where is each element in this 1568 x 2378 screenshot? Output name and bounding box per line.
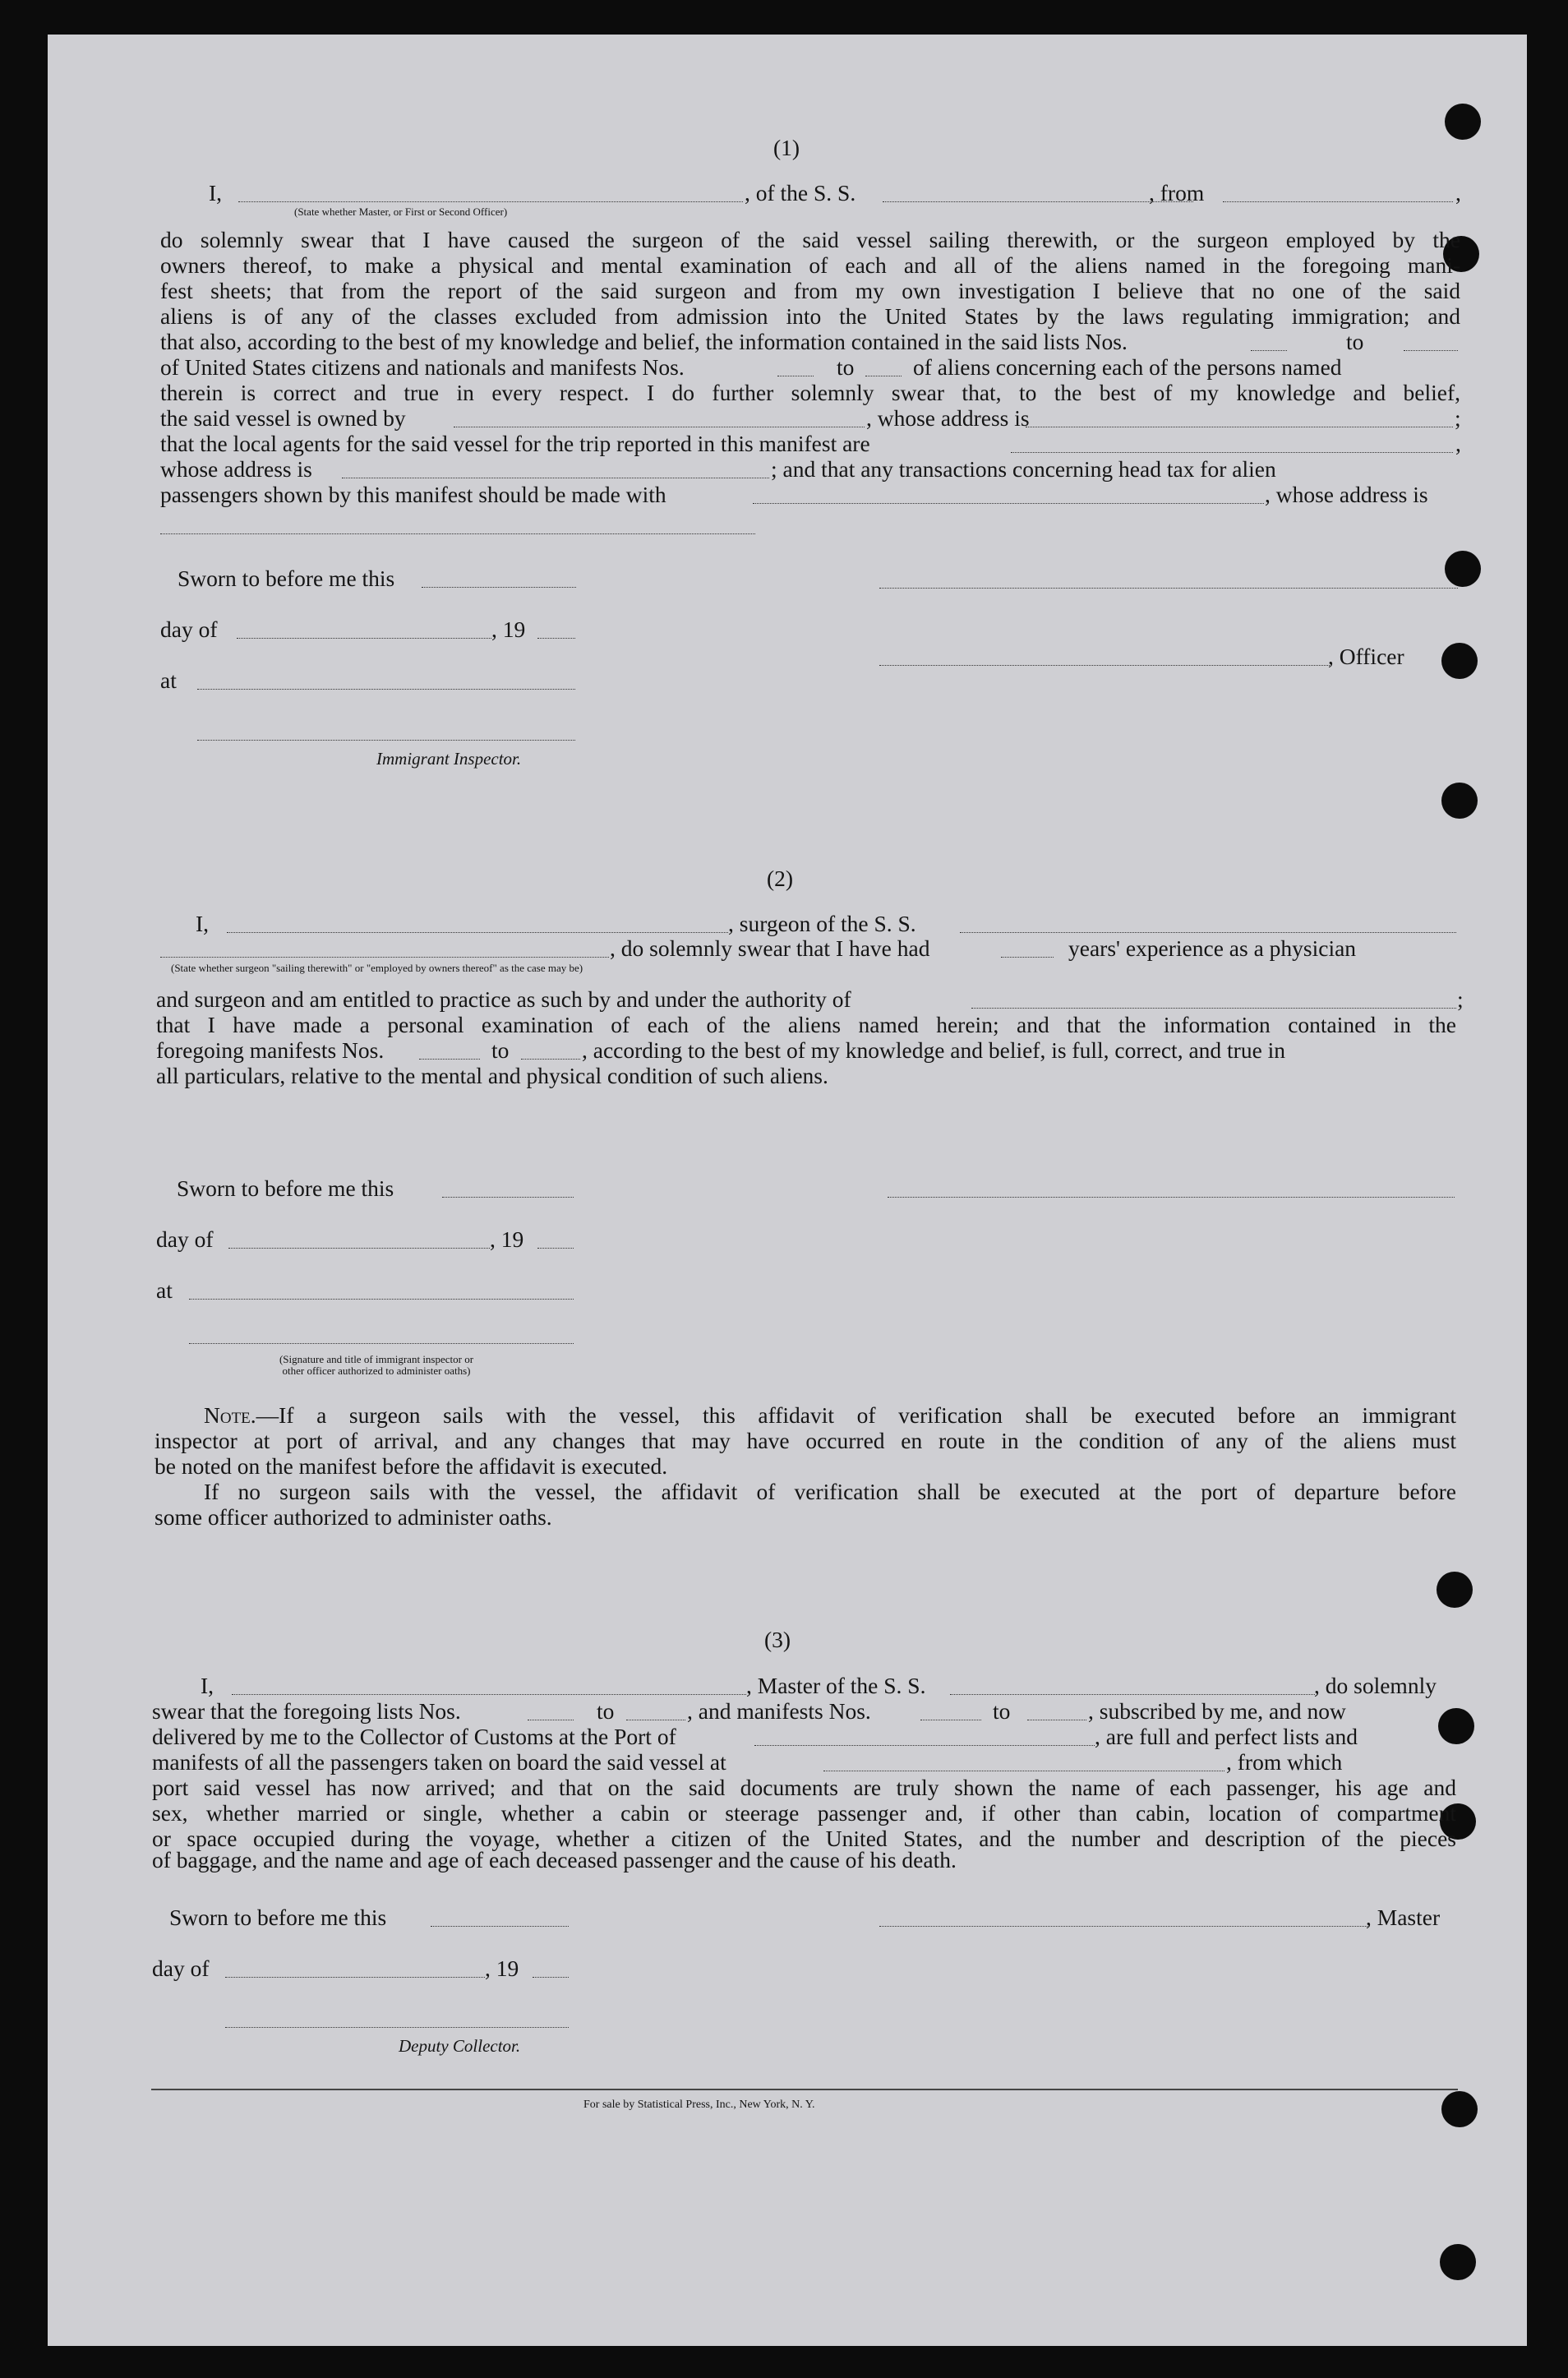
blank-from-port[interactable]: [1223, 201, 1453, 202]
punch-hole: [1437, 1572, 1473, 1608]
text-master-of: , Master of the S. S.: [746, 1673, 926, 1698]
text-subscribed: , subscribed by me, and now: [1088, 1698, 1346, 1724]
body-line: or space occupied during the voyage, whether a citizen of the United States, and the number and description of the pieces: [152, 1826, 1456, 1851]
sworn-label: Sworn to before me this: [169, 1905, 387, 1930]
blank-surgeon-name[interactable]: [227, 932, 728, 933]
caption-officer-rank: (State whether Master, or First or Second Officer): [294, 205, 508, 218]
note-line: inspector at port of arrival, and any changes that may have occurred en route in the condition of any of the aliens must: [154, 1428, 1456, 1453]
footer-rule: [151, 2089, 1458, 2090]
master-signature-line[interactable]: [879, 1926, 1369, 1927]
blank-officer-name[interactable]: [238, 201, 743, 202]
body-line: owners thereof, to make a physical and mental examination of each and all of the aliens named in the foregoing mani-: [160, 252, 1460, 278]
blank-list-to[interactable]: [1404, 350, 1458, 351]
immigrant-inspector-label: Immigrant Inspector.: [376, 749, 522, 769]
year-label: , 19: [491, 616, 526, 642]
body-line: all particulars, relative to the mental and physical condition of such aliens.: [156, 1063, 828, 1088]
blank-manifest-to-2[interactable]: [521, 1059, 580, 1060]
sworn-label: Sworn to before me this: [177, 1175, 394, 1201]
body-line: port said vessel has now arrived; and that on the said documents are truly shown the name of each passenger, his age and: [152, 1775, 1456, 1800]
punch-hole: [1441, 643, 1478, 679]
surgeon-signature-line[interactable]: [888, 1197, 1455, 1198]
text-end-comma: ,: [1455, 180, 1461, 205]
body-line: of baggage, and the name and age of each deceased passenger and the cause of his death.: [152, 1847, 957, 1872]
note-line: some officer authorized to administer oaths.: [154, 1504, 552, 1530]
blank-list-from[interactable]: [1251, 350, 1287, 351]
text-semicolon: ;: [1455, 405, 1461, 431]
text-according: , according to the best of my knowledge and belief, is full, correct, and true in: [582, 1037, 1286, 1063]
punch-hole: [1445, 104, 1481, 140]
text-whose-address: , whose address is: [866, 405, 1030, 431]
text-to: to: [993, 1698, 1011, 1724]
blank-month[interactable]: [225, 1977, 485, 1978]
text-full-perfect: , are full and perfect lists and: [1095, 1724, 1358, 1749]
text-manifests-passengers: manifests of all the passengers taken on board the said vessel at: [152, 1749, 726, 1775]
body-line: whose address is: [160, 456, 312, 482]
text-i: I,: [201, 1673, 214, 1698]
text-to: to: [597, 1698, 615, 1724]
officer-label: , Officer: [1328, 644, 1404, 669]
year-label: , 19: [485, 1956, 519, 1981]
punch-hole: [1438, 1708, 1474, 1744]
blank-master-name[interactable]: [232, 1694, 746, 1695]
blank-vessel-name[interactable]: [883, 201, 1193, 202]
body-line: passengers shown by this manifest should be made with: [160, 482, 666, 507]
blank-surgeon-type[interactable]: [160, 957, 609, 958]
blank-at-place[interactable]: [197, 689, 575, 690]
blank-vessel-name-2[interactable]: [960, 932, 1456, 933]
at-label: at: [160, 667, 177, 693]
blank-head-tax-address[interactable]: [160, 533, 755, 534]
body-line: sex, whether married or single, whether a cabin or steerage passenger and, if other than cabin, location of compartment: [152, 1800, 1456, 1826]
note-line: be noted on the manifest before the affidavit is executed.: [154, 1453, 668, 1479]
text-delivered: delivered by me to the Collector of Customs at the Port of: [152, 1724, 676, 1749]
text-i: I,: [196, 911, 210, 936]
deputy-signature-line[interactable]: [225, 2027, 569, 2028]
blank-years[interactable]: [1001, 957, 1054, 958]
day-of-label: day of: [160, 616, 218, 642]
text-to: to: [1346, 329, 1364, 354]
deputy-collector-label: Deputy Collector.: [399, 2036, 521, 2056]
blank-month[interactable]: [228, 1248, 490, 1249]
blank-year[interactable]: [537, 638, 575, 639]
body-line: therein is correct and true in every respect. I do further solemnly swear that, to the best of my knowledge and belief,: [160, 380, 1460, 405]
note-line: If no surgeon sails with the vessel, the affidavit of verification shall be executed at the port of departure before: [204, 1479, 1456, 1504]
caption-surgeon-type: (State whether surgeon "sailing therewith" or "employed by owners thereof" as the case may be): [171, 962, 583, 974]
blank-local-agents[interactable]: [1011, 452, 1453, 453]
blank-vessel-name-3[interactable]: [950, 1694, 1315, 1695]
master-label: , Master: [1366, 1905, 1441, 1930]
form-page: [48, 35, 1527, 2346]
body-line: that I have made a personal examination of each of the aliens named herein; and that the information contained in the: [156, 1012, 1456, 1037]
punch-hole: [1441, 783, 1478, 819]
blank-year[interactable]: [533, 1977, 569, 1978]
text-from-which: , from which: [1226, 1749, 1343, 1775]
text-to: to: [837, 354, 855, 380]
note-line: [204, 1402, 1456, 1428]
text-and-manifests: , and manifests Nos.: [687, 1698, 871, 1724]
signature-caption: (Signature and title of immigrant inspector or: [279, 1353, 474, 1365]
day-of-label: day of: [152, 1956, 210, 1981]
body-line: that also, according to the best of my knowledge and belief, the information contained in the said lists Nos.: [160, 329, 1128, 354]
text-head-tax: ; and that any transactions concerning head tax for alien: [771, 456, 1276, 482]
section-number-1: (1): [773, 135, 800, 160]
printer-imprint: For sale by Statistical Press, Inc., New York, N. Y.: [583, 2099, 815, 2111]
text-from: , from: [1149, 180, 1205, 205]
body-line: the said vessel is owned by: [160, 405, 406, 431]
note-text: —If a surgeon sails with the vessel, this affidavit of verification shall be executed before an immigrant: [256, 1402, 1456, 1428]
blank-month[interactable]: [237, 638, 491, 639]
punch-hole: [1441, 2091, 1478, 2127]
administrator-signature-line[interactable]: [189, 1343, 574, 1344]
punch-hole: [1440, 2244, 1476, 2280]
note-label: Note.: [204, 1402, 256, 1428]
text-surgeon-of: , surgeon of the S. S.: [728, 911, 916, 936]
body-line: fest sheets; that from the report of the said surgeon and from my own investigation I believe that no one of the said: [160, 278, 1460, 303]
text-years-experience: years' experience as a physician: [1068, 935, 1357, 961]
blank-year[interactable]: [537, 1248, 574, 1249]
body-line: do solemnly swear that I have caused the surgeon of the said vessel sailing therewith, or the surgeon employed by the: [160, 227, 1460, 252]
text-to: to: [491, 1037, 510, 1063]
text-swear-lists: swear that the foregoing lists Nos.: [152, 1698, 461, 1724]
text-comma: ,: [1455, 431, 1461, 456]
section-number-2: (2): [767, 866, 794, 891]
text-semicolon: ;: [1457, 986, 1464, 1012]
punch-hole: [1445, 551, 1481, 587]
text-do-swear: , do solemnly swear that I have had: [610, 935, 930, 961]
at-label: at: [156, 1277, 173, 1303]
body-line: that the local agents for the said vessel for the trip reported in this manifest are: [160, 431, 870, 456]
signature-caption: other officer authorized to administer oaths): [282, 1364, 471, 1377]
sworn-label: Sworn to before me this: [178, 566, 395, 591]
blank-port-of[interactable]: [754, 1745, 1095, 1746]
text-i: I,: [209, 180, 223, 205]
body-line: of United States citizens and nationals and manifests Nos.: [160, 354, 685, 380]
blank-sworn-day[interactable]: [422, 587, 576, 588]
text-foregoing: foregoing manifests Nos.: [156, 1037, 385, 1063]
officer-title-line[interactable]: [879, 665, 1330, 666]
text-authority: and surgeon and am entitled to practice as such by and under the authority of: [156, 986, 851, 1012]
body-line: aliens is of any of the classes excluded from admission into the United States by the laws regulating immigration; and: [160, 303, 1460, 329]
text-aliens-concerning: of aliens concerning each of the persons named: [913, 354, 1342, 380]
blank-sworn-day[interactable]: [431, 1926, 569, 1927]
blank-sworn-day[interactable]: [442, 1197, 574, 1198]
section-number-3: (3): [764, 1627, 791, 1652]
blank-manifest-from-2[interactable]: [419, 1059, 480, 1060]
inspector-signature-line[interactable]: [197, 740, 575, 741]
day-of-label: day of: [156, 1226, 214, 1252]
blank-authority[interactable]: [971, 1008, 1456, 1009]
blank-at-place[interactable]: [189, 1299, 574, 1300]
officer-signature-line[interactable]: [879, 588, 1458, 589]
year-label: , 19: [490, 1226, 524, 1252]
text-of-ss: , of the S. S.: [745, 180, 856, 205]
text-do-solemnly: , do solemnly: [1314, 1673, 1437, 1698]
text-whose-address-end: , whose address is: [1265, 482, 1428, 507]
blank-head-tax-party[interactable]: [753, 503, 1264, 504]
